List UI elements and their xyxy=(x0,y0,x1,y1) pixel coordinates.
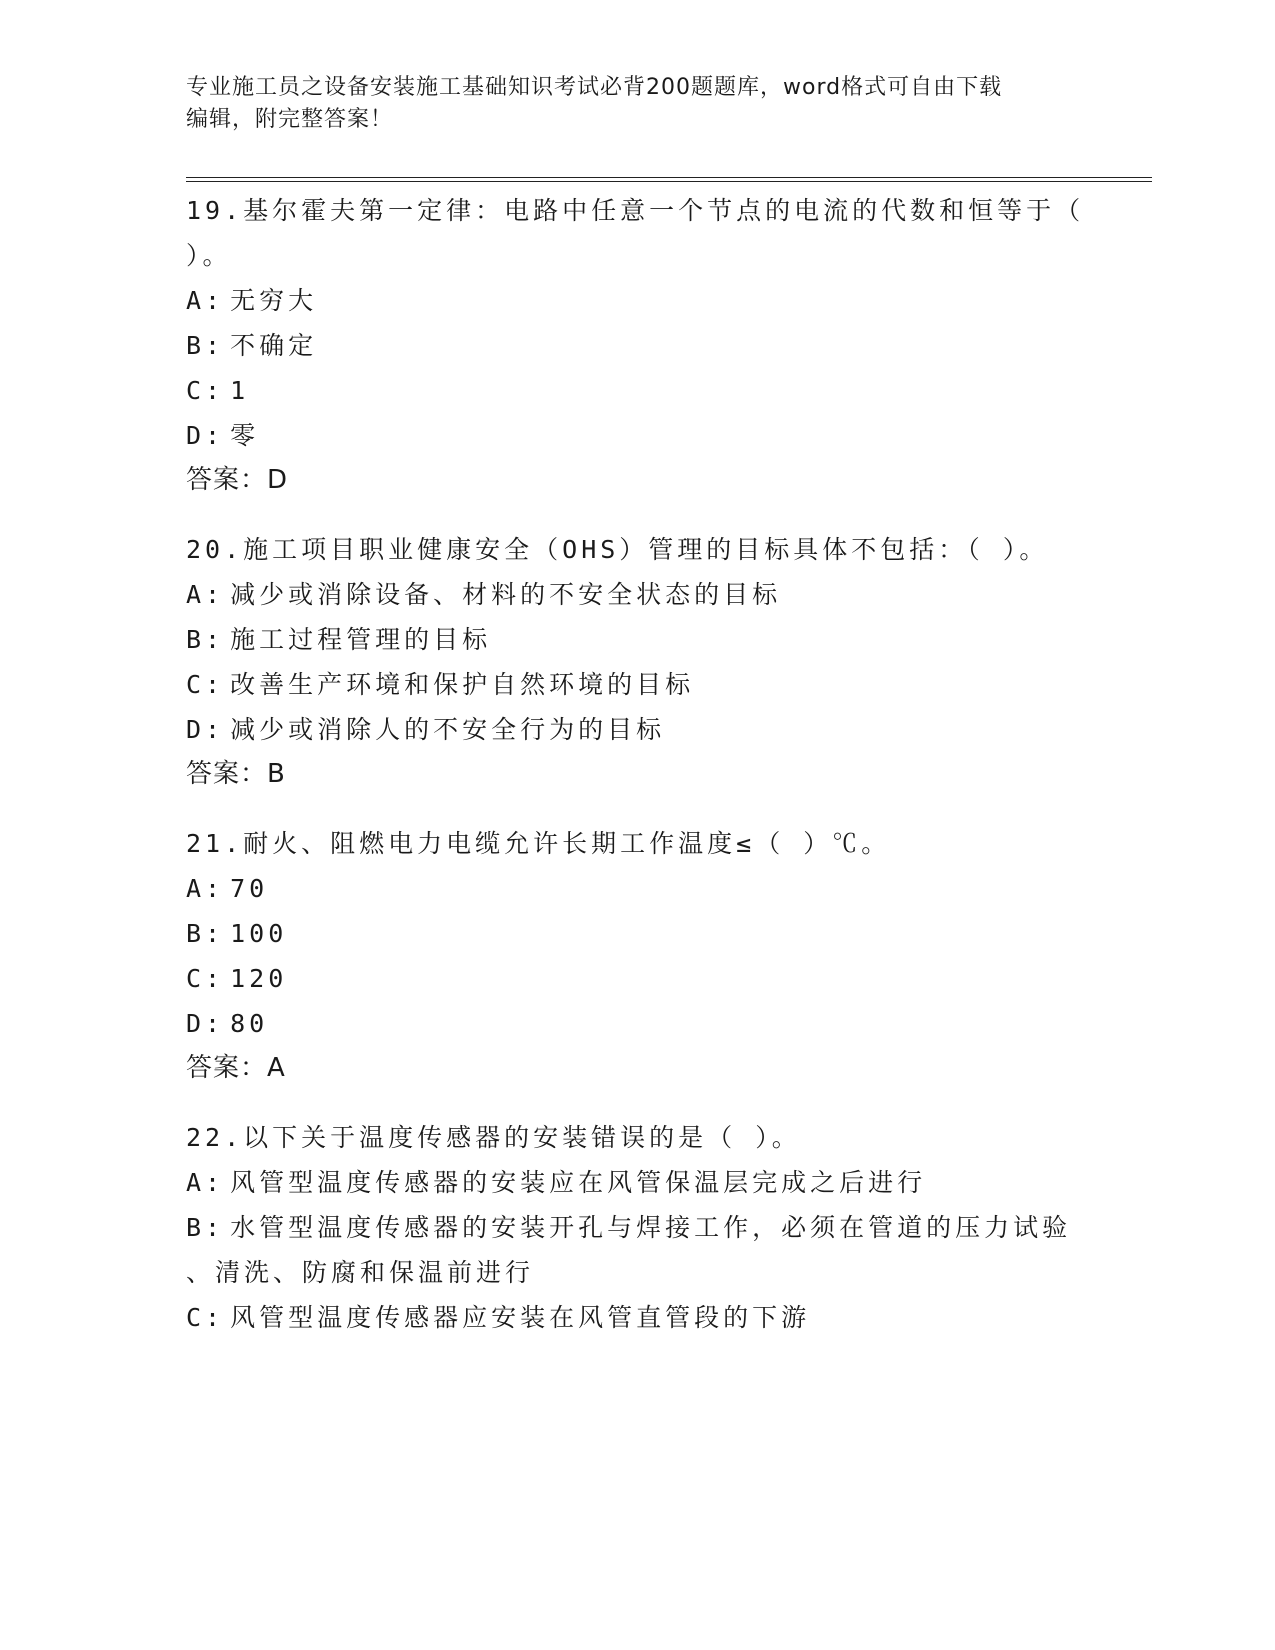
answer-text: 答案：B xyxy=(186,759,286,789)
option-letter: A: xyxy=(186,1168,225,1197)
option-letter: B: xyxy=(186,625,225,654)
option-item xyxy=(186,278,1086,323)
question-text: 19.基尔霍夫第一定律：电路中任意一个节点的电流的代数和恒等于（ xyxy=(186,196,1085,225)
option-text: 风管型温度传感器应安装在风管直管段的下游 xyxy=(230,1303,811,1332)
option-letter: B: xyxy=(186,919,225,948)
option-text: 风管型温度传感器的安装应在风管保温层完成之后进行 xyxy=(230,1168,927,1197)
option-item xyxy=(186,911,1086,956)
option-letter: A: xyxy=(186,580,225,609)
option-item xyxy=(186,617,1086,662)
option-letter: D: xyxy=(186,421,225,450)
header-line-2: 编辑，附完整答案！ xyxy=(186,107,394,132)
option-item xyxy=(186,956,1086,1001)
option-letter: B: xyxy=(186,331,225,360)
option-text: 70 xyxy=(230,874,269,903)
option-text: 水管型温度传感器的安装开孔与焊接工作，必须在管道的压力试验 、清洗、防腐和保温前进行 xyxy=(186,1213,1072,1287)
option-item xyxy=(186,368,1086,413)
option-letter: A: xyxy=(186,874,225,903)
header-divider-bottom xyxy=(186,181,1152,182)
option-text: 1 xyxy=(230,376,250,405)
option-letter: C: xyxy=(186,1303,225,1332)
option-text: 改善生产环境和保护自然环境的目标 xyxy=(230,670,695,699)
option-item xyxy=(186,572,1086,617)
header-line-1: 专业施工员之设备安装施工基础知识考试必背200题题库，word格式可自由下载 xyxy=(186,75,1003,100)
question-text: ）。 xyxy=(186,241,232,270)
option-text: 施工过程管理的目标 xyxy=(230,625,492,654)
option-text: 100 xyxy=(230,919,288,948)
question-text: 20.施工项目职业健康安全（OHS）管理的目标具体不包括：（ ）。 xyxy=(186,535,1049,564)
option-text: 零 xyxy=(230,421,260,450)
question-block xyxy=(186,821,1086,1091)
question-list xyxy=(186,188,1086,1364)
option-letter: D: xyxy=(186,1009,225,1038)
header-divider-top xyxy=(186,177,1152,178)
option-item xyxy=(186,323,1086,368)
question-text: 21.耐火、阻燃电力电缆允许长期工作温度≤（ ）℃。 xyxy=(186,829,891,858)
option-text: 减少或消除设备、材料的不安全状态的目标 xyxy=(230,580,782,609)
option-item xyxy=(186,707,1086,752)
question-text: 22.以下关于温度传感器的安装错误的是（ ）。 xyxy=(186,1123,801,1152)
option-text: 120 xyxy=(230,964,288,993)
option-letter: A: xyxy=(186,286,225,315)
option-item xyxy=(186,866,1086,911)
question-block xyxy=(186,1115,1086,1340)
option-item xyxy=(186,1205,1086,1295)
option-letter: C: xyxy=(186,964,225,993)
option-letter: B: xyxy=(186,1213,225,1242)
option-item xyxy=(186,413,1086,458)
answer-text: 答案：D xyxy=(186,465,289,495)
question-block xyxy=(186,527,1086,797)
option-text: 80 xyxy=(230,1009,269,1038)
option-text: 减少或消除人的不安全行为的目标 xyxy=(230,715,666,744)
option-letter: C: xyxy=(186,376,225,405)
option-text: 无穷大 xyxy=(230,286,318,315)
option-text: 不确定 xyxy=(230,331,318,360)
option-item xyxy=(186,662,1086,707)
option-item xyxy=(186,1001,1086,1046)
option-letter: C: xyxy=(186,670,225,699)
option-item xyxy=(186,1295,1086,1340)
option-item xyxy=(186,1160,1086,1205)
answer-text: 答案：A xyxy=(186,1053,286,1083)
option-letter: D: xyxy=(186,715,225,744)
question-block xyxy=(186,188,1086,503)
document-header xyxy=(186,72,1066,136)
